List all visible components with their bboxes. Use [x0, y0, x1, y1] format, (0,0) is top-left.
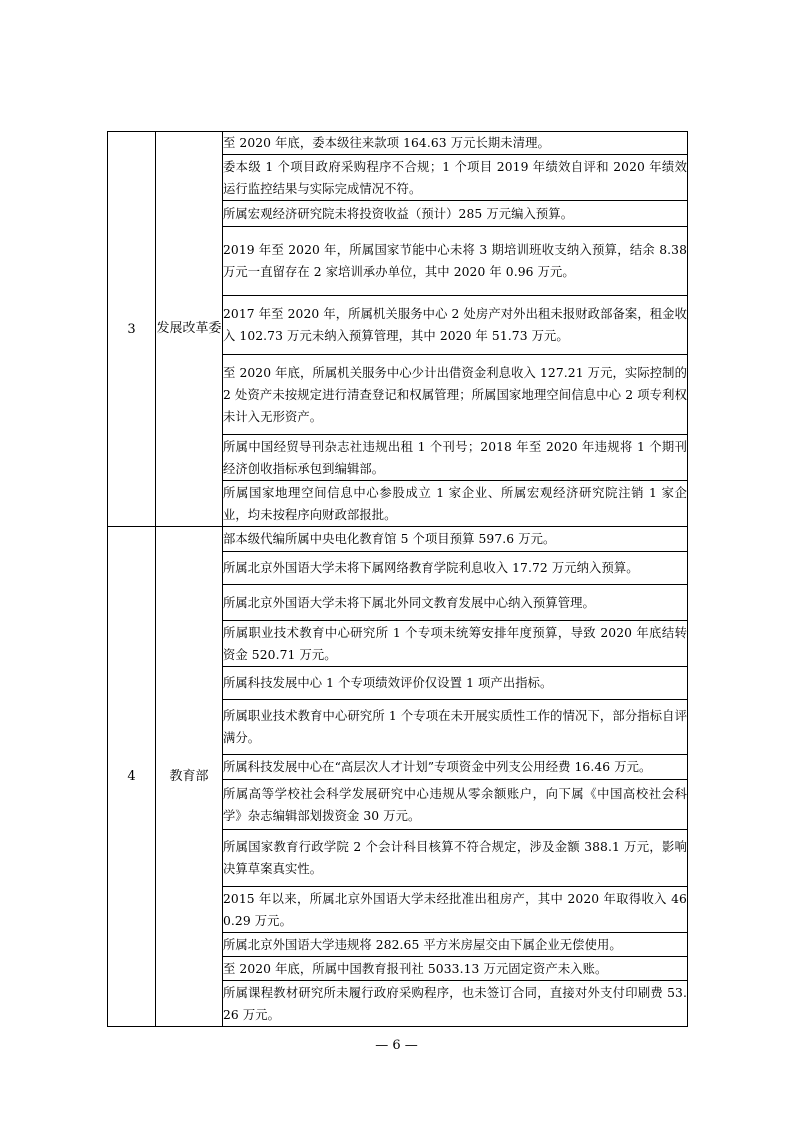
issue-cell: 所属北京外国语大学未将下属北外同文教育发展中心纳入预算管理。: [223, 585, 688, 621]
issue-cell: 所属课程教材研究所未履行政府采购程序，也未签订合同，直接对外支付印刷费 53.26 万元。: [223, 981, 688, 1027]
issue-cell: 所属国家教育行政学院 2 个会计科目核算不符合规定，涉及金额 388.1 万元，影响决算草案真实性。: [223, 830, 688, 887]
row-number: 4: [108, 527, 156, 1027]
issue-cell: 2017 年至 2020 年，所属机关服务中心 2 处房产对外出租未报财政部备案，租金收入 102.73 万元未纳入预算管理，其中 2020 年 51.73 万元。: [223, 296, 688, 355]
issue-cell: 所属北京外国语大学未将下属网络教育学院利息收入 17.72 万元纳入预算。: [223, 552, 688, 585]
issue-cell: 所属高等学校社会科学发展研究中心违规从零余额账户，向下属《中国高校社会科学》杂志编辑部划拨资金 30 万元。: [223, 780, 688, 830]
issue-cell: 所属职业技术教育中心研究所 1 个专项在未开展实质性工作的情况下，部分指标自评满分。: [223, 700, 688, 755]
table-row: [108, 527, 688, 552]
issue-cell: 部本级代编所属中央电化教育馆 5 个项目预算 597.6 万元。: [223, 527, 688, 552]
issue-cell: 委本级 1 个项目政府采购程序不合规；1 个项目 2019 年绩效自评和 2020 年绩效运行监控结果与实际完成情况不符。: [223, 155, 688, 201]
issue-cell: 所属北京外国语大学违规将 282.65 平方米房屋交由下属企业无偿使用。: [223, 933, 688, 957]
issue-cell: 所属宏观经济研究院未将投资收益（预计）285 万元编入预算。: [223, 201, 688, 227]
issue-cell: 所属国家地理空间信息中心参股成立 1 家企业、所属宏观经济研究院注销 1 家企业，均未按程序向财政部报批。: [223, 481, 688, 527]
issue-cell: 所属中国经贸导刊杂志社违规出租 1 个刊号；2018 年至 2020 年违规将 1 个期刊经济创收指标承包到编辑部。: [223, 435, 688, 481]
row-number: 3: [108, 132, 156, 527]
issue-cell: 2019 年至 2020 年，所属国家节能中心未将 3 期培训班收支纳入预算，结余 8.38 万元一直留存在 2 家培训承办单位，其中 2020 年 0.96 万元。: [223, 227, 688, 296]
issue-cell: 2015 年以来，所属北京外国语大学未经批准出租房产，其中 2020 年取得收入 460.29 万元。: [223, 887, 688, 933]
issue-cell: 至 2020 年底，所属机关服务中心少计出借资金利息收入 127.21 万元，实际控制的 2 处资产未按规定进行清查登记和权属管理；所属国家地理空间信息中心 2 项专利权未计入无形资产。: [223, 355, 688, 435]
audit-findings-table: [107, 131, 688, 1027]
page-number: — 6 —: [375, 1038, 418, 1053]
issue-cell: 所属职业技术教育中心研究所 1 个专项未统筹安排年度预算，导致 2020 年底结转资金 520.71 万元。: [223, 621, 688, 667]
issue-cell: 所属科技发展中心在“高层次人才计划”专项资金中列支公用经费 16.46 万元。: [223, 755, 688, 780]
issue-cell: 至 2020 年底，所属中国教育报刊社 5033.13 万元固定资产未入账。: [223, 957, 688, 981]
table-row: [108, 132, 688, 155]
department-name: 发展改革委: [156, 132, 223, 527]
issue-cell: 至 2020 年底，委本级往来款项 164.63 万元长期未清理。: [223, 132, 688, 155]
issue-cell: 所属科技发展中心 1 个专项绩效评价仅设置 1 项产出指标。: [223, 667, 688, 700]
department-name: 教育部: [156, 527, 223, 1027]
